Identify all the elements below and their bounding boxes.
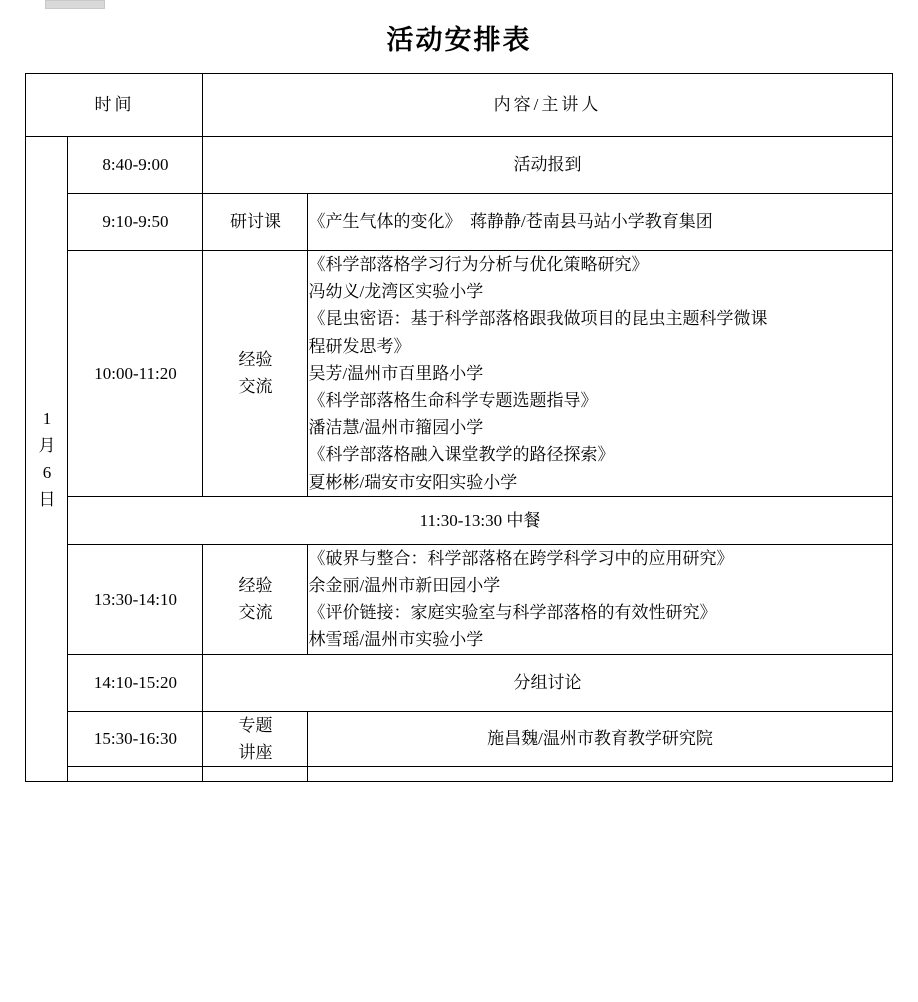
date-cell (26, 137, 68, 782)
table-row (26, 544, 892, 654)
content-cell (308, 194, 892, 251)
content-line: 《昆虫密语：基于科学部落格跟我做项目的昆虫主题科学微课 (308, 309, 768, 329)
content-line: 程研发思考》 (308, 336, 411, 356)
session-type-line: 交流 (238, 377, 273, 397)
content-cell: 分组讨论 (203, 654, 892, 711)
time-cell: 8:40-9:00 (68, 137, 203, 194)
content-line: 《破界与整合：科学部落格在跨学科学习中的应用研究》 (308, 548, 734, 568)
content-line: 夏彬彬/瑞安市安阳实验小学 (308, 472, 518, 492)
content-line: 余金丽/温州市新田园小学 (308, 576, 501, 596)
date-char-2: 6 (42, 463, 52, 482)
session-type-line: 经验 (238, 576, 273, 596)
session-type-cell: 研讨课 (203, 194, 308, 251)
time-cell: 13:30-14:10 (68, 544, 203, 654)
session-type-line: 专题 (238, 715, 273, 735)
content-line: 《科学部落格生命科学专题选题指导》 (308, 390, 598, 410)
time-cell: 15:30-16:30 (68, 711, 203, 766)
content-cell-clipped (308, 767, 892, 782)
session-type-line: 讲座 (238, 742, 273, 762)
session-type-line: 经验 (238, 350, 273, 370)
content-line: 《评价链接：家庭实验室与科学部落格的有效性研究》 (308, 603, 717, 623)
session-type-cell (203, 711, 308, 766)
schedule-table (25, 73, 892, 782)
table-row (26, 251, 892, 497)
date-char-1: 月 (38, 435, 56, 455)
date-char-0: 1 (42, 408, 52, 428)
content-cell (308, 251, 892, 497)
session-type-cell (203, 544, 308, 654)
table-header-row (26, 74, 892, 137)
table-row (26, 137, 892, 194)
page-title: 活动安排表 (386, 25, 532, 55)
session-type-line: 交流 (238, 603, 273, 623)
content-cell: 施昌魏/温州市教育教学研究院 (308, 711, 892, 766)
header-time: 时间 (26, 74, 203, 137)
content-line: 冯幼义/龙湾区实验小学 (308, 282, 484, 302)
session-type-cell-clipped (203, 767, 308, 782)
content-line: 吴芳/温州市百里路小学 (308, 363, 484, 383)
table-row (26, 654, 892, 711)
time-cell: 14:10-15:20 (68, 654, 203, 711)
content-line: 《产生气体的变化》 蒋静静/苍南县马站小学教育集团 (308, 212, 713, 232)
table-row-clipped (26, 767, 892, 782)
table-row (26, 194, 892, 251)
content-cell (308, 544, 892, 654)
content-cell: 活动报到 (203, 137, 892, 194)
content-line: 《科学部落格融入课堂教学的路径探索》 (308, 445, 615, 465)
header-content: 内容/主讲人 (203, 74, 892, 137)
time-cell: 9:10-9:50 (68, 194, 203, 251)
time-cell: 10:00-11:20 (68, 251, 203, 497)
date-char-3: 日 (38, 490, 56, 510)
session-type-cell (203, 251, 308, 497)
top-placeholder-block (45, 0, 105, 9)
content-line: 潘洁慧/温州市籀园小学 (308, 418, 484, 438)
content-line: 《科学部落格学习行为分析与优化策略研究》 (308, 255, 649, 274)
table-row (26, 496, 892, 544)
time-cell-clipped (68, 767, 203, 782)
content-line: 林雪瑶/温州市实验小学 (308, 630, 484, 650)
table-row (26, 711, 892, 766)
lunch-cell: 11:30-13:30 中餐 (68, 496, 892, 544)
